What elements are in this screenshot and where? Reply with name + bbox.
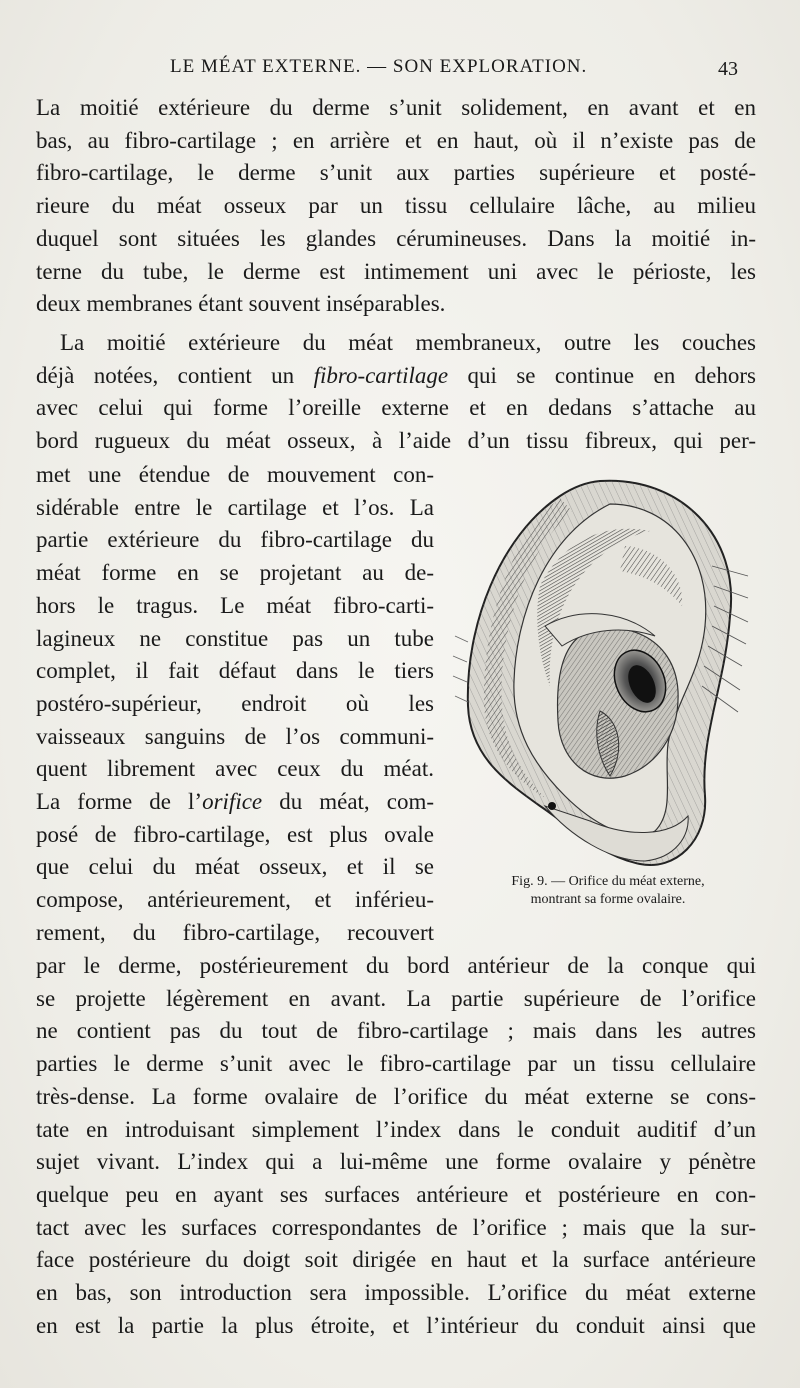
text-line: duquel sont situées les glandes cérumineuses. Dans la moitié in- bbox=[36, 225, 756, 251]
text-line: vaisseaux sanguins de l’os communi- bbox=[36, 723, 434, 749]
text-line: se projette légèrement en avant. La partie supérieure de l’orifice bbox=[36, 985, 756, 1011]
paragraph-2-continuation bbox=[36, 950, 756, 1342]
text-line: postéro-supérieur, endroit où les bbox=[36, 690, 434, 716]
text-line: très-dense. La forme ovalaire de l’orifice du méat externe se cons- bbox=[36, 1083, 756, 1109]
text-line: bas, au fibro-cartilage ; en arrière et en haut, où il n’existe pas de bbox=[36, 127, 756, 153]
text-line: La forme de l’orifice du méat, com- bbox=[36, 789, 434, 815]
text-line: posé de fibro-cartilage, est plus ovale bbox=[36, 821, 434, 847]
text-line: rement, du fibro-cartilage, recouvert bbox=[36, 919, 434, 945]
text-line: fibro-cartilage, le derme s’unit aux parties supérieure et posté- bbox=[36, 160, 756, 186]
text-line: compose, antérieurement, et inférieu- bbox=[36, 887, 434, 913]
text-line: parties le derme s’unit avec le fibro-cartilage par un tissu cellulaire bbox=[36, 1051, 756, 1077]
text-line: partie extérieure du fibro-cartilage du bbox=[36, 527, 434, 553]
text-line: en est la partie la plus étroite, et l’intérieur du conduit ainsi que bbox=[36, 1312, 756, 1338]
text-line: tact avec les surfaces correspondantes de l’orifice ; mais que la sur- bbox=[36, 1214, 756, 1240]
text-line: La moitié extérieure du derme s’unit solidement, en avant et en bbox=[36, 95, 756, 120]
text-line: ne contient pas du tout de fibro-cartilage ; mais dans les autres bbox=[36, 1018, 756, 1044]
text-line: quelque peu en ayant ses surfaces antérieure et postérieure en con- bbox=[36, 1181, 756, 1207]
text-line: tate en introduisant simplement l’index dans le conduit auditif d’un bbox=[36, 1116, 756, 1142]
text-line: sujet vivant. L’index qui a lui-même une forme ovalaire y pénètre bbox=[36, 1149, 756, 1175]
text-line: bord rugueux du méat osseux, à l’aide d’un tissu fibreux, qui per- bbox=[36, 428, 756, 454]
paragraph-2-full-width bbox=[36, 327, 756, 458]
text-line: rieure du méat osseux par un tissu cellulaire lâche, au milieu bbox=[36, 193, 756, 219]
paragraph-2-narrow-column bbox=[36, 459, 434, 950]
text-line: La moitié extérieure du méat membraneux, outre les couches bbox=[60, 330, 756, 355]
running-title: LE MÉAT EXTERNE. — SON EXPLORATION. bbox=[170, 56, 588, 77]
page-number: 43 bbox=[718, 58, 738, 80]
text-line: face postérieure du doigt soit dirigée en haut et la surface antérieure bbox=[36, 1247, 756, 1273]
text-line: lagineux ne constitue pas un tube bbox=[36, 625, 434, 651]
text-line: quent librement avec ceux du méat. bbox=[36, 756, 434, 782]
caption-line-2: montrant sa forme ovalaire. bbox=[530, 892, 686, 907]
text-line: méat forme en se projetant au de- bbox=[36, 560, 434, 586]
caption-line-1: Fig. 9. — Orifice du méat externe, bbox=[511, 874, 705, 889]
ear-illustration bbox=[450, 476, 750, 876]
ear-engraving bbox=[450, 476, 750, 876]
text-line: par le derme, postérieurement du bord antérieur de la conque qui bbox=[36, 953, 756, 978]
text-line: met une étendue de mouvement con- bbox=[36, 462, 434, 487]
text-line: en bas, son introduction sera impossible. L’orifice du méat externe bbox=[36, 1280, 756, 1306]
text-line: que celui du méat osseux, et il se bbox=[36, 854, 434, 880]
text-line-with-italic bbox=[36, 360, 756, 393]
figure-caption bbox=[460, 873, 756, 909]
paragraph-1 bbox=[36, 92, 756, 321]
text-fragment: déjà notées, contient un fibro-cartilage qui se continue en dehors bbox=[36, 362, 756, 388]
text-line: deux membranes étant souvent inséparables. bbox=[36, 291, 446, 317]
text-line: terne du tube, le derme est intimement uni avec le périoste, les bbox=[36, 258, 756, 284]
text-line: sidérable entre le cartilage et l’os. La bbox=[36, 494, 434, 520]
text-line: hors le tragus. Le méat fibro-carti- bbox=[36, 592, 434, 618]
text-line: avec celui qui forme l’oreille externe et en dedans s’attache au bbox=[36, 395, 756, 421]
text-line: complet, il fait défaut dans le tiers bbox=[36, 658, 434, 684]
